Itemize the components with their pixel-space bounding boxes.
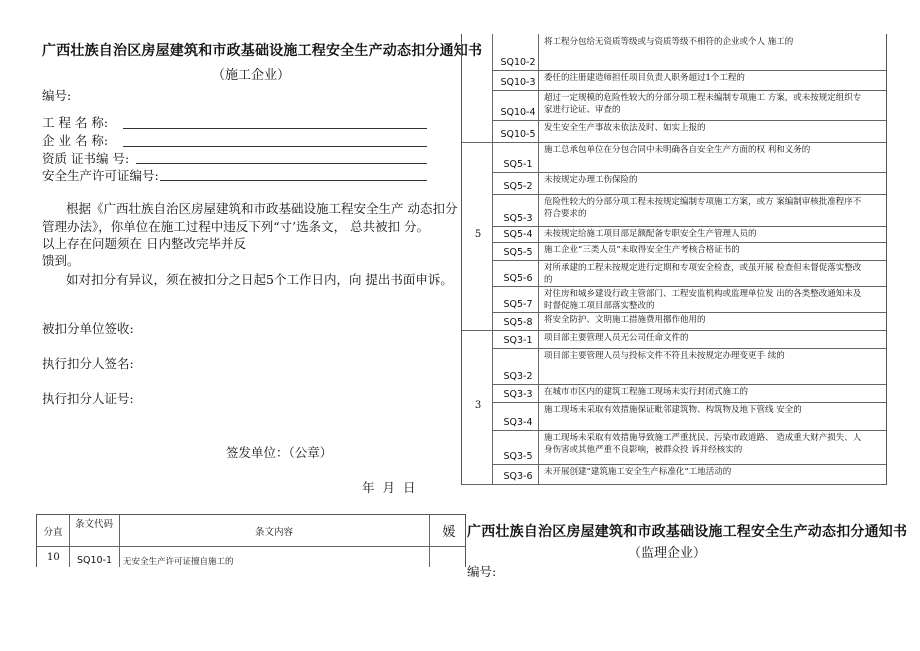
clause-content: 将安全防护、文明施工措施费用挪作他用的: [544, 315, 706, 325]
clause-code: SQ3-4: [503, 417, 533, 428]
clause-code: SQ3-5: [503, 451, 533, 462]
date-label: 年 月 日: [362, 480, 418, 495]
clause-code: SQ10-4: [500, 107, 536, 118]
clause-content: 对住房和城乡建设行政主管部门、工程安监机构或监理单位发 出的各类整改通知未及时督促施工项目部落实整改的: [544, 289, 862, 311]
para1-line2: 管理办法》，你单位在施工过程中违反下列“寸’选条文， 总共被扣 分。: [42, 219, 430, 234]
sign-cert-label: 执行扣分人证号:: [42, 391, 134, 406]
cert-number-line[interactable]: [136, 163, 427, 164]
company-name-label: 企 业 名 称:: [42, 133, 109, 148]
clause-content: 施工总承包单位在分包合同中未明确各自安全生产方面的权 利和义务的: [544, 145, 811, 155]
clause-code: SQ10-2: [500, 57, 536, 68]
clause-code: SQ5-5: [503, 247, 533, 258]
company-name-line[interactable]: [123, 146, 427, 147]
left-subtitle: （施工企业）: [212, 68, 291, 83]
clause-content: 委任的注册建造师担任项目负责人职务超过1个工程的: [544, 73, 745, 83]
clause-content: 在城市市区内的建筑工程施工现场未实行封闭式施工的: [544, 387, 749, 397]
clause-content: 施工企业“三类人员”未取得安全生产考核合格证书的: [544, 245, 740, 255]
clause-content: 未按规定办理工伤保险的: [544, 175, 638, 185]
clause-content: 危险性较大的分部分项工程未按规定编制专项施工方案，或方 案编制审核批准程序不符合要求的: [544, 197, 862, 219]
clause-content: 未按规定给施工项目部足额配备专职安全生产管理人员的: [544, 229, 757, 239]
clause-content: 未开展创建“建筑施工安全生产标准化”工地活动的: [544, 467, 732, 477]
supervision-title: 广西壮族自治区房屋建筑和市政基础设施工程安全生产动态扣分通知书: [467, 524, 908, 540]
header-score: 分直: [43, 527, 63, 538]
permit-number-label: 安全生产许可证编号:: [42, 168, 159, 183]
row-code: SQ10-1: [77, 555, 113, 566]
clause-content: 发生安全生产事故未依法及时、如实上报的: [544, 123, 706, 133]
clause-content: 对所承建的工程未按规定进行定期和专项安全检查，或虽开展 检查但未督促落实整改的: [544, 263, 862, 285]
clause-code: SQ3-2: [503, 371, 533, 382]
bottom-table: [36, 514, 466, 567]
clause-content: 超过一定规模的危险性较大的分部分项工程未编制专项施工 方案，或未按规定组织专家进行论证、审查的: [544, 93, 862, 115]
clause-code: SQ3-1: [503, 335, 533, 346]
cert-number-label: 资质 证书编 号:: [42, 151, 130, 166]
group-score: 5: [474, 229, 482, 240]
clause-content: 项目部主要管理人员无公司任命文件的: [544, 333, 689, 343]
para1-line1: 根据《广西壮族自治区房屋建筑和市政基础设施工程安全生产 动态扣分: [66, 201, 458, 216]
project-name-label: 工 程 名 称:: [42, 115, 109, 130]
clause-code: SQ5-7: [503, 299, 533, 310]
row-score: 10: [47, 552, 60, 563]
sign-unit-label: 被扣分单位签收:: [42, 321, 134, 336]
permit-number-line[interactable]: [160, 180, 427, 181]
left-number-label: 编号:: [42, 88, 72, 103]
clause-code: SQ5-4: [503, 229, 533, 240]
clause-code: SQ5-8: [503, 317, 533, 328]
clause-content: 施工现场未采取有效措施导致施工严重扰民、污染市政道路、 造成重大财产损失、人身伤害或其他严重不良影响，被群众投 诉并经核实的: [544, 433, 862, 455]
clause-code: SQ5-3: [503, 213, 533, 224]
deduction-table: [461, 34, 887, 485]
para1-line4: 馈到。: [42, 253, 80, 268]
header-code: 条文代码: [74, 519, 113, 530]
clause-content: 施工现场未采取有效措施保证毗邻建筑物、构筑物及地下管线 安全的: [544, 405, 802, 415]
clause-code: SQ5-1: [503, 159, 533, 170]
group-separator: [462, 330, 492, 331]
issuer-label: 签发单位：（公章）: [226, 445, 333, 460]
clause-code: SQ10-5: [500, 129, 536, 140]
clause-content: 将工程分包给无资质等级或与资质等级不相符的企业或个人 施工的: [544, 37, 794, 47]
project-name-line[interactable]: [123, 128, 427, 129]
sign-person-label: 执行扣分人签名:: [42, 356, 134, 371]
clause-code: SQ5-2: [503, 181, 533, 192]
clause-code: SQ3-3: [503, 389, 533, 400]
group-separator: [462, 142, 492, 143]
clause-content: 项目部主要管理人员与投标文件不符且未按规定办理变更手 续的: [544, 351, 785, 361]
para1-line3: 以上存在问题须在 日内整改完毕并反: [42, 236, 246, 251]
group-score: 3: [474, 400, 482, 411]
group-separator: [462, 484, 492, 485]
header-content: 条文内容: [254, 527, 293, 538]
supervision-subtitle: （监理企业）: [628, 546, 707, 561]
clause-code: SQ10-3: [500, 77, 536, 88]
para2: 如对扣分有异议，须在被扣分之日起5个工作日内，向 提出书面申诉。: [66, 272, 453, 287]
supervision-number-label: 编号:: [467, 564, 497, 579]
left-title: 广西壮族自治区房屋建筑和市政基础设施工程安全生产动态扣分通知书: [42, 43, 483, 59]
row-content: 无安全生产许可证擅自施工的: [123, 557, 234, 567]
clause-code: SQ5-6: [503, 273, 533, 284]
header-extra: 媛: [442, 525, 456, 540]
clause-code: SQ3-6: [503, 471, 533, 482]
